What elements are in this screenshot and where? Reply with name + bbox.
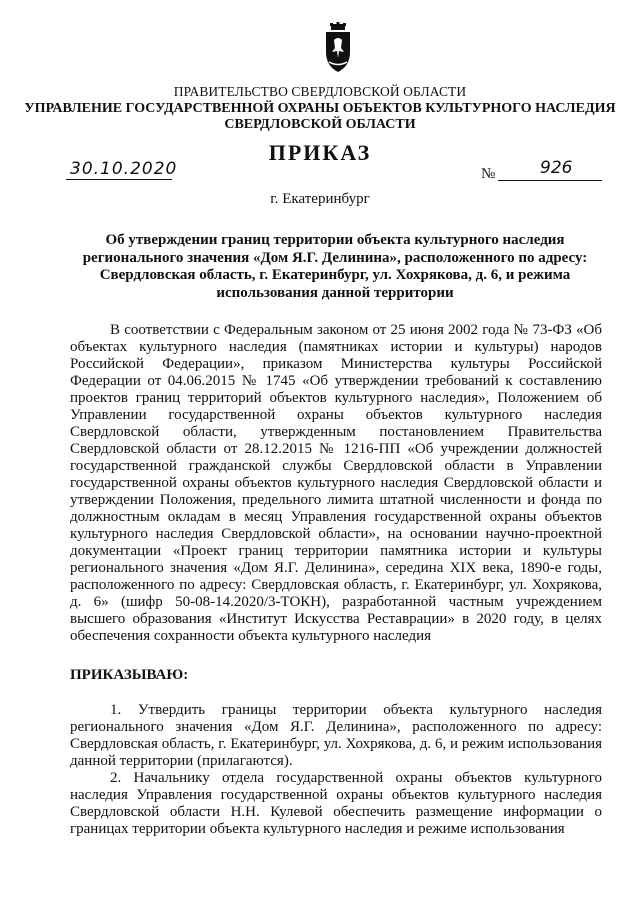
order-date: 30.10.2020 bbox=[70, 159, 178, 179]
preamble-paragraph: В соответствии с Федеральным законом от 25 июня 2002 года № 73-ФЗ «Об объектах культурного наследия (памятниках истории и культуры) народов Российской Федерации», приказом Министерства культуры Российской Федерации от 04.06.2015 № 1745 «Об утверждении требований к составлению проектов границ территорий объектов культурного наследия», Положением об Управлении государственной охраны объектов культурного наследия Свердловской области, утвержденным постановлением Правительства Свердловской области от 28.12.2015 № 1216-ПП «Об учреждении должностей государственной гражданской службы Свердловской области в Управлении государственной охраны объектов культурного наследия Свердловской области и утверждении Положения, предельного лимита штатной численности и фонда по должностным окладам в месяц Управления государственной охраны объектов культурного наследия Свердловской области», на основании научно-проектной документации «Проект границ территории памятника истории и культуры регионального значения «Дом Я.Г. Делинина», середина XIX века, 1890-е годы, расположенного по адресу: Свердловская область, г. Екатеринбург, ул. Хохрякова, д. 6» (шифр 50-08-14.2020/3-ТОКН), разработанной частным учреждением высшего образования «Институт Искусства Реставрации» в 2020 году, в целях обеспечения сохранности объекта культурного наследия bbox=[70, 322, 602, 644]
department-line-1: УПРАВЛЕНИЕ ГОСУДАРСТВЕННОЙ ОХРАНЫ ОБЪЕКТОВ КУЛЬТУРНОГО НАСЛЕДИЯ bbox=[24, 101, 616, 116]
number-underline bbox=[498, 180, 602, 181]
number-sign: № bbox=[481, 166, 496, 182]
city: г. Екатеринбург bbox=[270, 191, 370, 207]
order-item-2: 2. Начальнику отдела государственной охраны объектов культурного наследия Управления государственной охраны объектов культурного наследия Свердловской области Н.Н. Кулевой обеспечить размещение информации о границах территории объекта культурного наследия и режиме использования bbox=[70, 770, 602, 837]
date-underline bbox=[66, 179, 172, 180]
order-number: 926 bbox=[540, 158, 573, 178]
government-name: ПРАВИТЕЛЬСТВО СВЕРДЛОВСКОЙ ОБЛАСТИ bbox=[173, 84, 467, 99]
order-subject: Об утверждении границ территории объекта культурного наследия регионального значения «Дом Я.Г. Делинина», расположенного по адресу: Свердловская область, г. Екатеринбург, ул. Хохрякова, д. 6, и режима использования данной территории bbox=[82, 232, 588, 301]
order-item-1: 1. Утвердить границы территории объекта культурного наследия регионального значения «Дом Я.Г. Делинина», расположенного по адресу: Свердловская область, г. Екатеринбург, ул. Хохрякова, д. 6, и режим использования данной территории (прилагаются). bbox=[70, 702, 602, 769]
department-line-2: СВЕРДЛОВСКОЙ ОБЛАСТИ bbox=[224, 117, 416, 132]
department-name bbox=[0, 101, 640, 133]
coat-of-arms-icon bbox=[322, 22, 354, 74]
order-keyword: ПРИКАЗЫВАЮ: bbox=[70, 667, 189, 683]
document-type: ПРИКАЗ bbox=[268, 140, 372, 165]
